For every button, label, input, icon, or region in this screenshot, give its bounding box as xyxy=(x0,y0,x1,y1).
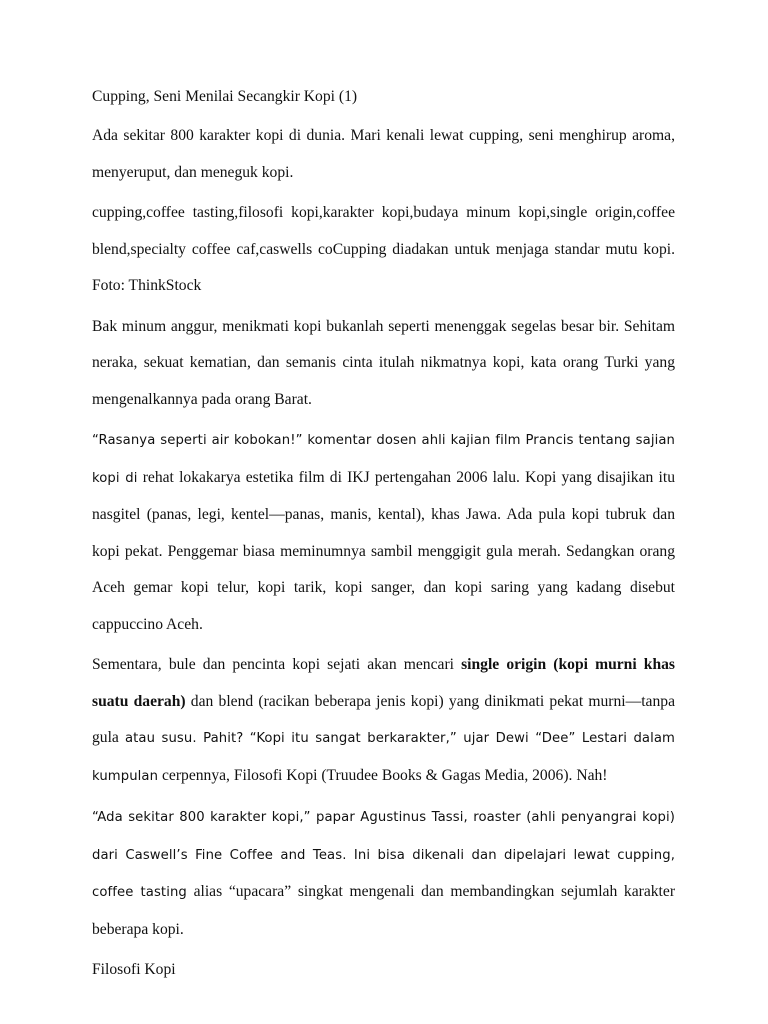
subheading: Filosofi Kopi xyxy=(92,961,176,978)
body-paragraph-4-end: alias “upacara” singkat mengenali dan membandingkan sejumlah karakter beberapa kopi. xyxy=(92,883,676,938)
article-title: Cupping, Seni Menilai Secangkir Kopi (1) xyxy=(92,88,358,105)
document-page xyxy=(92,80,675,989)
lead-paragraph: Ada sekitar 800 karakter kopi di dunia. Mari kenali lewat cupping, seni menghirup aroma, menyeruput, dan meneguk kopi. xyxy=(92,127,675,181)
body-paragraph-2-rest: rehat lokakarya estetika film di IKJ pertengahan 2006 lalu. Kopi yang disajikan itu nasgitel (panas, legi, kentel—panas, manis, kental), khas Jawa. Ada pula kopi tubruk dan kopi pekat. Penggemar biasa meminumnya sambil menggigit gula merah. Sedangkan orang Aceh gemar kopi telur, kopi tarik, kopi sanger, dan kopi saring yang kadang disebut cappuccino Aceh. xyxy=(92,468,675,633)
body-paragraph-3 xyxy=(92,647,675,795)
quote-line: “Rasanya seperti air kobokan!” komentar dosen ahli kajian film Prancis tentang sajian kopi di xyxy=(92,433,675,486)
body-paragraph-2 xyxy=(92,422,675,643)
body-paragraph-3-mid: dan blend (racikan beberapa jenis kopi) yang dinikmati pekat murni—tanpa gula xyxy=(92,692,675,746)
body-paragraph-3-intro: Sementara, bule dan pencinta kopi sejati akan mencari xyxy=(92,656,462,673)
dee-quote-line: atau susu. Pahit? “Kopi itu sangat berkarakter,” ujar Dewi “Dee” Lestari dalam kumpulan xyxy=(92,731,675,784)
body-paragraph-1: Bak minum anggur, menikmati kopi bukanlah seperti menenggak segelas besar bir. Sehitam neraka, sekuat kematian, dan semanis cinta itulah nikmatnya kopi, kata orang Turki yang mengenalkannya pada orang Barat. xyxy=(92,317,675,408)
single-origin-bold: single origin (kopi murni khas suatu daerah) xyxy=(92,656,675,710)
body-paragraph-3-end: cerpennya, Filosofi Kopi (Truudee Books & Gagas Media, 2006). Nah! xyxy=(161,766,608,784)
tags-caption-paragraph: cupping,coffee tasting,filosofi kopi,karakter kopi,budaya minum kopi,single origin,coffee blend,specialty coffee caf,caswells coCupping diadakan untuk menjaga standar mutu kopi. Foto: ThinkStock xyxy=(92,204,675,294)
body-paragraph-4 xyxy=(92,799,675,948)
tassi-quote-lines: “Ada sekitar 800 karakter kopi,” papar Agustinus Tassi, roaster (ahli penyangrai kopi) dari Caswell’s Fine Coffee and Teas. Ini bisa dikenali dan dipelajari lewat cupping, coffee tasting xyxy=(92,810,675,900)
